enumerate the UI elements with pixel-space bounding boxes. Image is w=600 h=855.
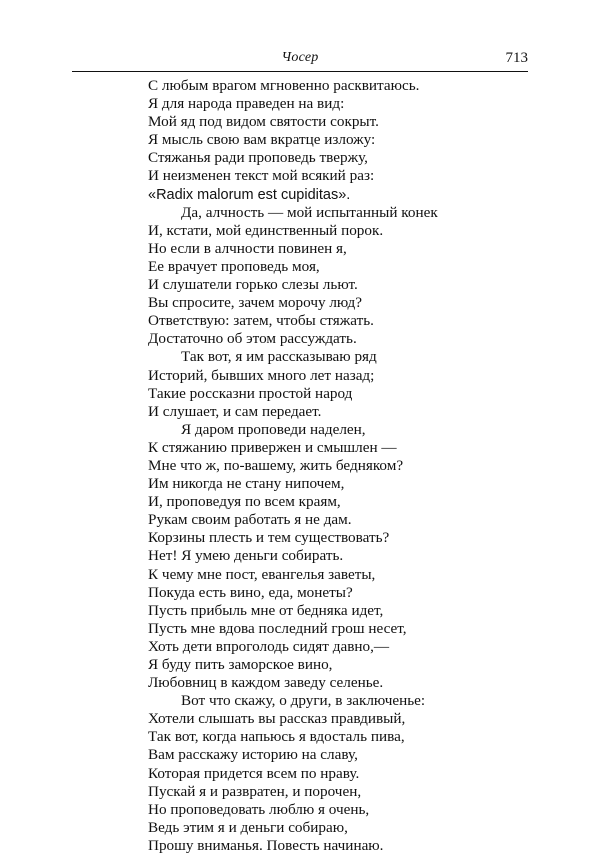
verse-line: Покуда есть вино, еда, монеты?: [148, 583, 353, 601]
verse-line: Корзины плесть и тем существовать?: [148, 529, 390, 547]
verse-line: Пусть мне вдова последний грош несет,: [148, 619, 407, 637]
stanza-first-line: Да, алчность — мой испытанный конек: [181, 203, 438, 221]
verse-line: Пусть прибыль мне от бедняка идет,: [148, 601, 384, 619]
verse-line: Рукам своим работать я не дам.: [148, 511, 352, 529]
verse-line: Так вот, когда напьюсь я вдосталь пива,: [148, 728, 405, 746]
verse-line: Любовниц в каждом заведу селенье.: [148, 674, 384, 692]
verse-line: С любым врагом мгновенно расквитаюсь.: [148, 77, 420, 94]
verse-line: Мне что ж, по-вашему, жить бедняком?: [148, 456, 404, 474]
verse-line: Мой яд под видом святости сокрыт.: [148, 113, 379, 131]
verse-line: Но если в алчности повинен я,: [148, 239, 347, 257]
verse-line: И, проповедуя по всем краям,: [148, 493, 341, 511]
stanza-first-line: Я даром проповеди наделен,: [181, 420, 366, 438]
verse-line: Вы спросите, зачем морочу люд?: [148, 294, 362, 312]
verse-line: «Radix malorum est cupiditas».: [148, 186, 351, 203]
poem-text: [148, 77, 468, 855]
stanza-first-line: Вот что скажу, о други, в заключенье:: [181, 692, 426, 710]
verse-line: Достаточно об этом рассуждать.: [148, 330, 357, 348]
verse-line: Ее врачует проповедь моя,: [148, 257, 320, 275]
verse-line: Нет! Я умею деньги собирать.: [148, 547, 344, 565]
verse-line: И слушатели горько слезы льют.: [148, 276, 358, 294]
verse-line: И слушает, и сам передает.: [148, 402, 322, 420]
verse-line: Я мысль свою вам вкратце изложу:: [148, 131, 376, 149]
verse-line: Я буду пить заморское вино,: [148, 656, 333, 673]
running-title: Чосер: [281, 50, 319, 65]
verse-line: Я для народа праведен на вид:: [148, 95, 345, 113]
verse-line: Которая придется всем по нраву.: [148, 764, 360, 782]
page-header: [72, 50, 528, 72]
verse-line: И неизменен текст мой всякий раз:: [148, 167, 375, 185]
verse-line: Вам расскажу историю на славу,: [148, 746, 358, 764]
verse-line: К стяжанию привержен и смышлен —: [148, 438, 397, 456]
verse-line: Ответствую: затем, чтобы стяжать.: [148, 312, 374, 330]
stanza-first-line: Так вот, я им рассказываю ряд: [181, 348, 377, 366]
verse-line: Стяжанья ради проповедь твержу,: [148, 149, 368, 167]
verse-line: Но проповедовать люблю я очень,: [148, 800, 370, 818]
verse-line: Ведь этим я и деньги собираю,: [148, 818, 348, 836]
page-number: 713: [505, 50, 528, 66]
verse-line: Хоть дети впроголодь сидят давно,—: [148, 637, 390, 655]
verse-line: К чему мне пост, евангелья заветы,: [148, 565, 376, 583]
verse-line: Им никогда не стану нипочем,: [148, 475, 345, 493]
verse-line: Прошу вниманья. Повесть начинаю.: [148, 836, 384, 854]
verse-line: Историй, бывших много лет назад;: [148, 366, 375, 384]
verse-line: Пускай я и развратен, и порочен,: [148, 782, 362, 800]
verse-line: И, кстати, мой единственный порок.: [148, 221, 384, 239]
header-rule: [72, 71, 528, 72]
verse-line: Хотели слышать вы рассказ правдивый,: [148, 710, 406, 728]
verse-line: Такие россказни простой народ: [148, 384, 353, 402]
